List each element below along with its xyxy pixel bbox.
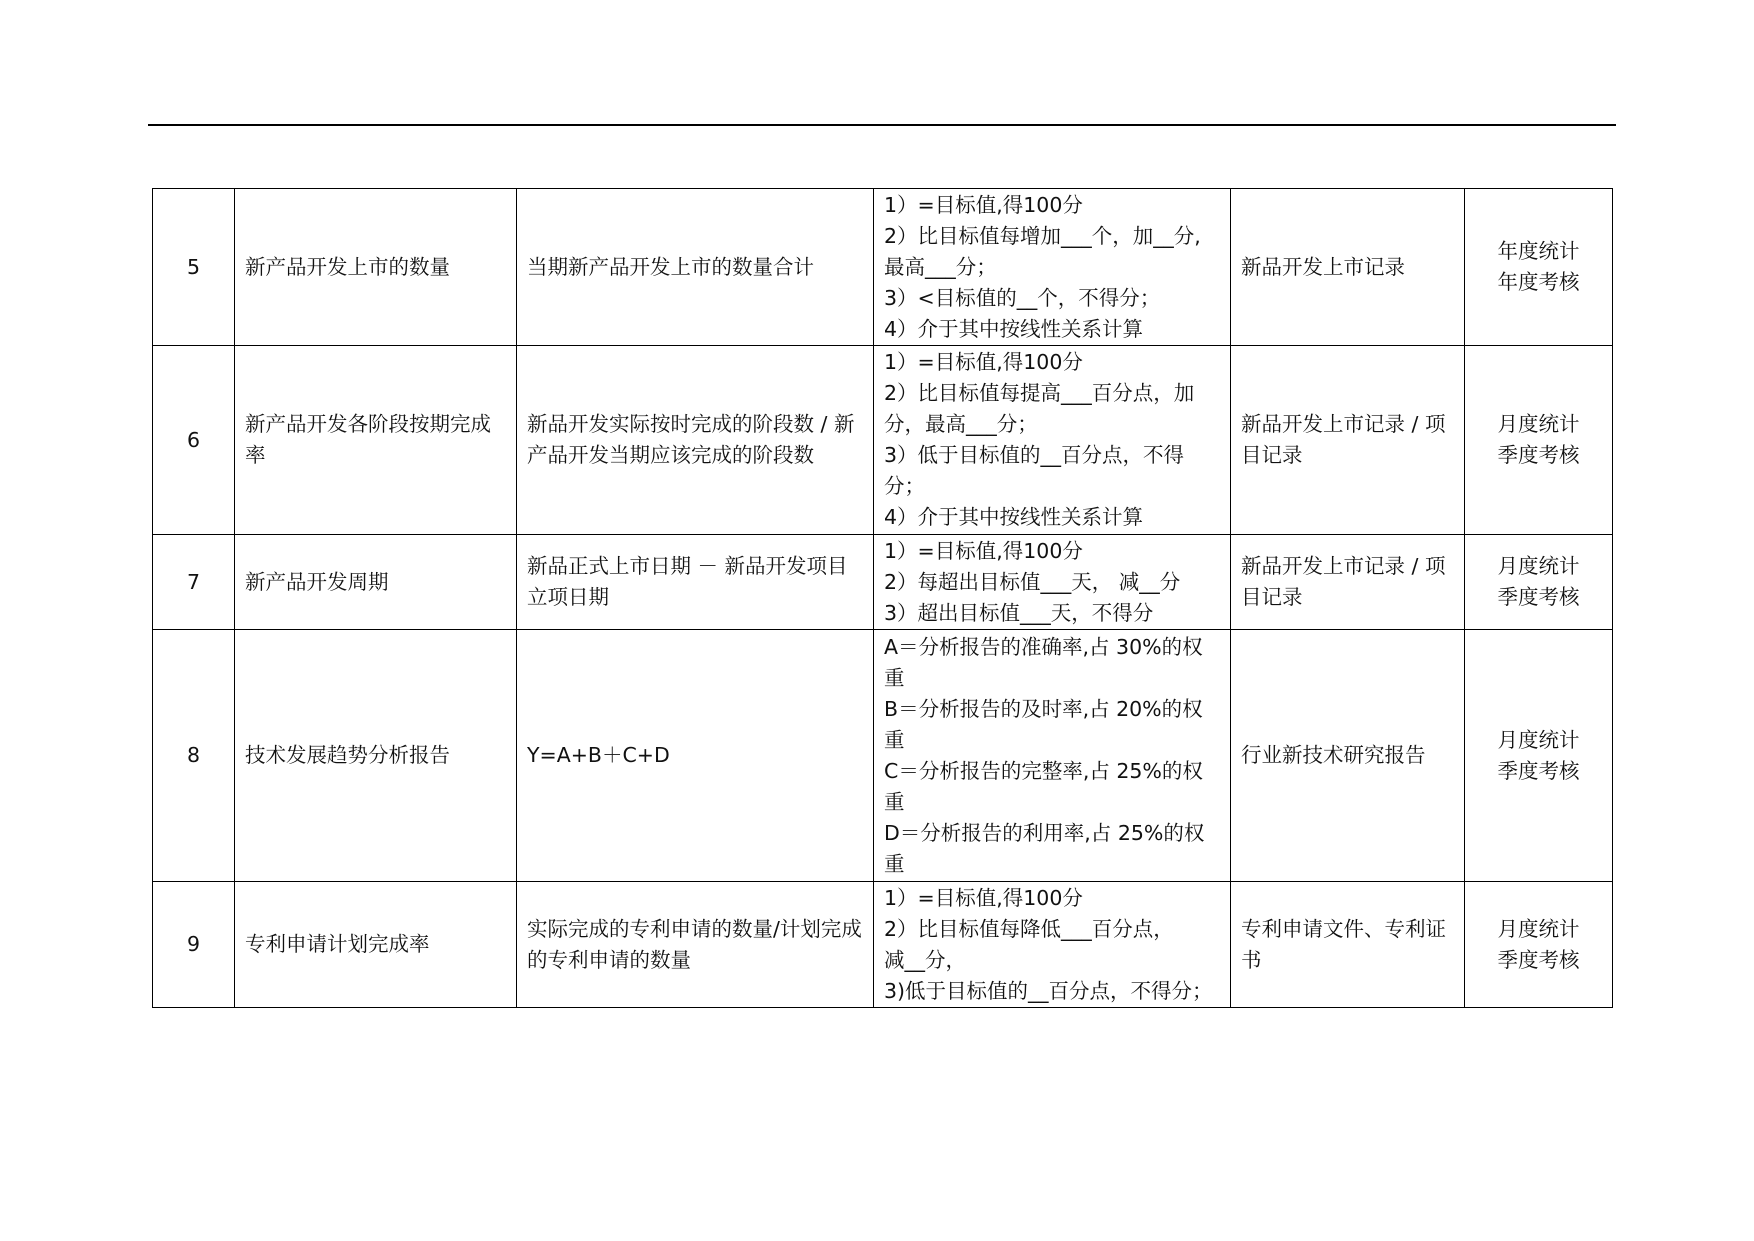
standard-line: 1）=目标值,得100分 [884,885,1083,910]
standard-line: 最高___分； [884,254,997,279]
standard-line: 减__分， [884,947,966,972]
table-row [153,535,1613,630]
row-number: 6 [153,346,235,535]
standard-line: 2）比目标值每降低___百分点， [884,916,1174,941]
standard-line: A＝分析报告的准确率,占 30%的权 [884,634,1203,659]
calculation-formula: Y=A+B＋C+D [517,630,874,882]
calculation-formula: 新品开发实际按时完成的阶段数 / 新产品开发当期应该完成的阶段数 [517,346,874,535]
table-row [153,189,1613,346]
standard-line: 2）比目标值每增加___个，加__分, [884,223,1201,248]
standard-line: 重 [884,665,905,690]
scoring-standard [874,535,1231,630]
standard-line: 4）介于其中按线性关系计算 [884,316,1144,341]
standard-line: 重 [884,727,905,752]
standard-line: 分，最高___分； [884,412,1038,436]
indicator-name: 新产品开发上市的数量 [235,189,517,346]
data-source: 新品开发上市记录 [1231,189,1465,346]
assessment-frequency: 年度统计 年度考核 [1465,189,1613,346]
indicator-name: 新产品开发周期 [235,535,517,630]
assessment-frequency: 月度统计 季度考核 [1465,630,1613,882]
standard-line: 3）<目标值的__个，不得分； [884,285,1161,310]
standard-line: C＝分析报告的完整率,占 25%的权 [884,758,1203,783]
standard-line: 2）比目标值每提高___百分点，加 [884,381,1195,405]
standard-line: B＝分析报告的及时率,占 20%的权 [884,696,1203,721]
scoring-standard [874,882,1231,1008]
row-number: 9 [153,882,235,1008]
calculation-formula: 当期新产品开发上市的数量合计 [517,189,874,346]
row-number: 8 [153,630,235,882]
standard-line: 分； [884,474,925,498]
assessment-frequency: 月度统计 季度考核 [1465,882,1613,1008]
standard-line: 3）超出目标值___天，不得分 [884,600,1154,625]
assessment-frequency: 月度统计 季度考核 [1465,346,1613,535]
calculation-formula: 实际完成的专利申请的数量/计划完成的专利申请的数量 [517,882,874,1008]
standard-line: 2）每超出目标值___天， 减__分 [884,569,1181,594]
standard-line: 1）=目标值,得100分 [884,192,1083,217]
indicator-name: 技术发展趋势分析报告 [235,630,517,882]
table-row [153,346,1613,535]
scoring-standard [874,630,1231,882]
table-row [153,630,1613,882]
standard-line: 重 [884,851,905,876]
standard-line: 1）=目标值,得100分 [884,350,1083,374]
indicator-name: 新产品开发各阶段按期完成率 [235,346,517,535]
scoring-standard [874,189,1231,346]
calculation-formula: 新品正式上市日期 － 新品开发项目立项日期 [517,535,874,630]
row-number: 7 [153,535,235,630]
standard-line: 1）=目标值,得100分 [884,538,1083,563]
data-source: 新品开发上市记录 / 项目记录 [1231,346,1465,535]
row-number: 5 [153,189,235,346]
assessment-frequency: 月度统计 季度考核 [1465,535,1613,630]
standard-line: 3)低于目标值的__百分点，不得分； [884,978,1213,1003]
data-source: 新品开发上市记录 / 项目记录 [1231,535,1465,630]
standard-line: 重 [884,789,905,814]
table-row [153,882,1613,1008]
standard-line: 3）低于目标值的__百分点，不得 [884,443,1185,467]
standard-line: 4）介于其中按线性关系计算 [884,505,1144,529]
standard-line: D＝分析报告的利用率,占 25%的权 [884,820,1205,845]
kpi-table [152,188,1613,1008]
data-source: 专利申请文件、专利证书 [1231,882,1465,1008]
indicator-name: 专利申请计划完成率 [235,882,517,1008]
scoring-standard [874,346,1231,535]
data-source: 行业新技术研究报告 [1231,630,1465,882]
header-rule [148,124,1616,126]
